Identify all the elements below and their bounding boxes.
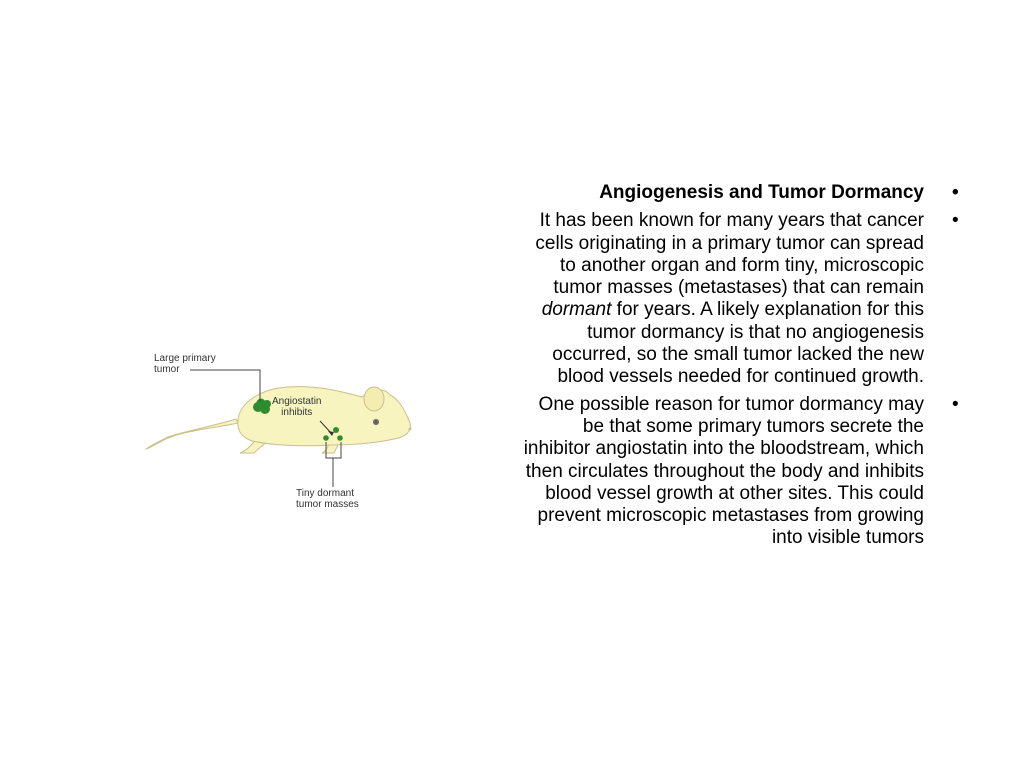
paragraph-angiostatin xyxy=(520,393,959,550)
dormant-tumor xyxy=(323,435,329,441)
paragraph-dormancy xyxy=(520,210,959,388)
paragraph-1-italic: dormant xyxy=(541,299,612,321)
bullet-icon: • xyxy=(952,393,959,415)
label-angiostatin-inhibits: Angiostatin inhibits xyxy=(272,396,322,418)
slide-text xyxy=(520,182,959,555)
bullet-icon: • xyxy=(952,210,959,232)
bullet-icon: • xyxy=(952,182,959,203)
paragraph-2-text: One possible reason for tumor dormancy may be that some primary tumors secrete the inhibitor angiostatin into the bloodstream, which then circulates throughout the body and inhibits blood vessel growth at other sites. This could prevent microscopic metastases from growing into visible tumors xyxy=(523,393,924,549)
dormant-tumor xyxy=(337,435,343,441)
mouse-eye-icon xyxy=(373,419,379,425)
label-large-primary-tumor: Large primary tumor xyxy=(154,353,216,375)
mouse-illustration xyxy=(140,345,430,525)
mouse-nose xyxy=(409,428,412,431)
slide-title-paragraph xyxy=(520,182,959,204)
mouse-ear xyxy=(364,387,384,411)
paragraph-1-text-b: for years. A likely explanation for this tumor dormancy is that no angiogenesis occurred, so the small tumor lacked the new blood vessels needed for continued growth. xyxy=(552,299,924,388)
paragraph-1-text-a: It has been known for many years that cancer cells originating in a primary tumor can spread to another organ and form tiny, microscopic tumor masses (metastases) that can remain xyxy=(535,210,924,299)
mouse-tail xyxy=(146,419,238,449)
slide-title: Angiogenesis and Tumor Dormancy xyxy=(599,182,924,203)
label-tiny-dormant-tumor-masses: Tiny dormant tumor masses xyxy=(296,488,359,510)
